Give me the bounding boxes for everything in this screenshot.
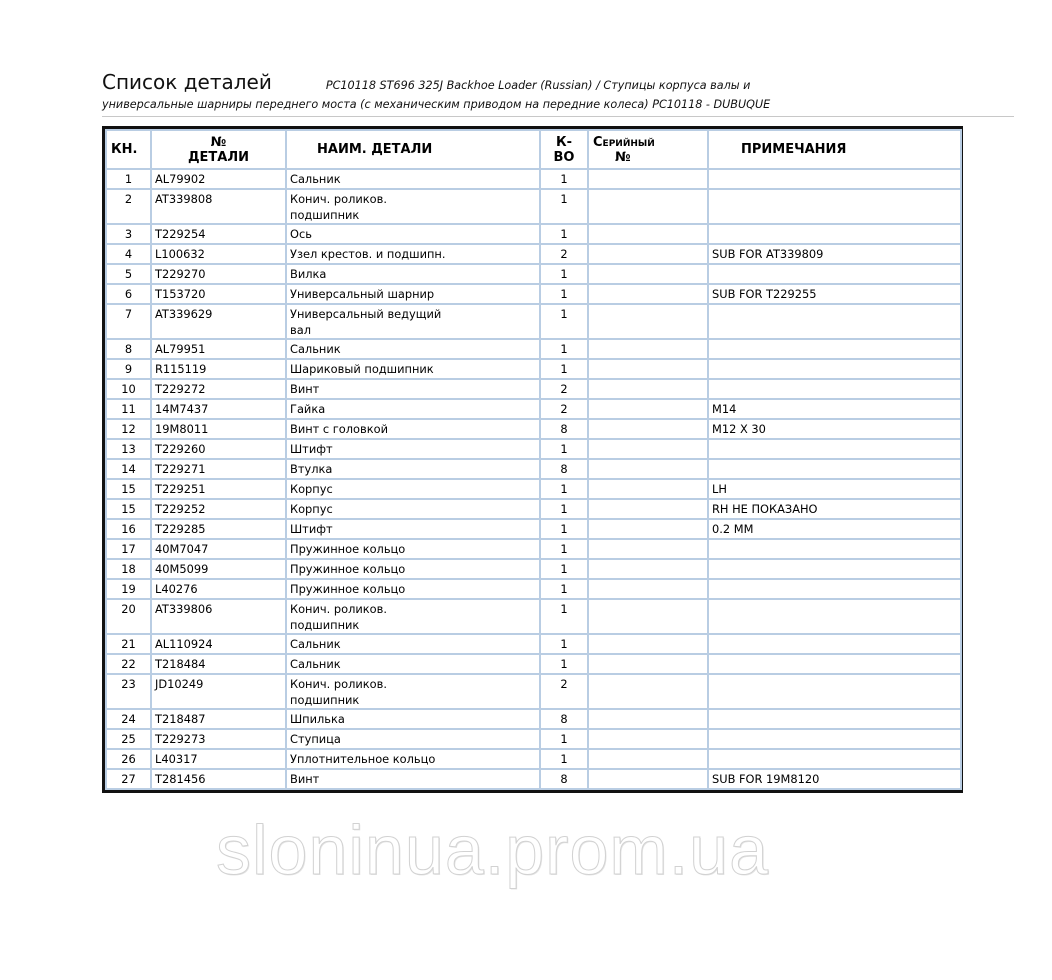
notes-cell: 0.2 MM — [708, 519, 961, 539]
page-subtitle-continued: универсальные шарниры переднего моста (с механическим приводом на передние колеса) PC10118 - DUBUQUE — [102, 98, 771, 111]
serial-cell — [588, 769, 708, 789]
qty-cell: 2 — [540, 674, 588, 709]
notes-cell: M14 — [708, 399, 961, 419]
watermark: sloninua.prom.ua — [216, 811, 769, 889]
part-number-cell: T229251 — [151, 479, 286, 499]
table-row — [106, 559, 961, 579]
header-divider — [102, 116, 1014, 117]
part-number-cell: AL79902 — [151, 169, 286, 189]
serial-cell — [588, 599, 708, 634]
col-header-ref: КН. — [106, 130, 151, 169]
table-row — [106, 189, 961, 224]
ref-cell: 17 — [106, 539, 151, 559]
serial-cell — [588, 264, 708, 284]
qty-cell: 1 — [540, 264, 588, 284]
serial-cell — [588, 749, 708, 769]
table-row — [106, 599, 961, 634]
ref-cell: 23 — [106, 674, 151, 709]
ref-cell: 8 — [106, 339, 151, 359]
notes-cell — [708, 189, 961, 224]
qty-cell: 1 — [540, 749, 588, 769]
col-header-serial: Серийный № — [588, 130, 708, 169]
part-number-cell: T229285 — [151, 519, 286, 539]
serial-cell — [588, 499, 708, 519]
notes-cell — [708, 559, 961, 579]
serial-cell — [588, 519, 708, 539]
table-row — [106, 539, 961, 559]
parts-table-container — [102, 126, 963, 793]
ref-cell: 26 — [106, 749, 151, 769]
part-name-cell: Вилка — [286, 264, 540, 284]
notes-cell — [708, 579, 961, 599]
table-header-row — [106, 130, 961, 169]
qty-cell: 1 — [540, 599, 588, 634]
part-number-cell: T229252 — [151, 499, 286, 519]
qty-cell: 1 — [540, 339, 588, 359]
part-name-cell: Пружинное кольцо — [286, 539, 540, 559]
notes-cell — [708, 539, 961, 559]
part-name-cell: Втулка — [286, 459, 540, 479]
ref-cell: 13 — [106, 439, 151, 459]
part-name-cell: Конич. роликов. подшипник — [286, 674, 540, 709]
qty-cell: 1 — [540, 579, 588, 599]
qty-cell: 8 — [540, 709, 588, 729]
table-row — [106, 634, 961, 654]
ref-cell: 2 — [106, 189, 151, 224]
qty-cell: 1 — [540, 539, 588, 559]
part-name-cell: Винт — [286, 769, 540, 789]
notes-cell: SUB FOR AT339809 — [708, 244, 961, 264]
ref-cell: 4 — [106, 244, 151, 264]
serial-cell — [588, 729, 708, 749]
part-name-cell: Винт с головкой — [286, 419, 540, 439]
part-name-cell: Шариковый подшипник — [286, 359, 540, 379]
part-number-cell: 19M8011 — [151, 419, 286, 439]
table-row — [106, 499, 961, 519]
part-name-cell: Универсальный ведущий вал — [286, 304, 540, 339]
table-row — [106, 244, 961, 264]
qty-cell: 1 — [540, 304, 588, 339]
serial-cell — [588, 539, 708, 559]
serial-cell — [588, 459, 708, 479]
part-number-cell: L100632 — [151, 244, 286, 264]
part-name-cell: Пружинное кольцо — [286, 579, 540, 599]
part-number-cell: 14M7437 — [151, 399, 286, 419]
part-number-cell: AT339808 — [151, 189, 286, 224]
qty-cell: 1 — [540, 479, 588, 499]
part-number-cell: T281456 — [151, 769, 286, 789]
parts-table — [105, 129, 962, 790]
qty-cell: 1 — [540, 169, 588, 189]
serial-cell — [588, 244, 708, 264]
ref-cell: 20 — [106, 599, 151, 634]
serial-cell — [588, 169, 708, 189]
table-row — [106, 479, 961, 499]
page-subtitle: PC10118 ST696 325J Backhoe Loader (Russian) / Ступицы корпуса валы и — [325, 79, 751, 92]
serial-cell — [588, 339, 708, 359]
part-number-cell: T218487 — [151, 709, 286, 729]
serial-cell — [588, 634, 708, 654]
ref-cell: 11 — [106, 399, 151, 419]
part-name-cell: Корпус — [286, 499, 540, 519]
serial-cell — [588, 559, 708, 579]
ref-cell: 14 — [106, 459, 151, 479]
table-row — [106, 709, 961, 729]
table-row — [106, 304, 961, 339]
ref-cell: 16 — [106, 519, 151, 539]
col-header-part-name: НАИМ. ДЕТАЛИ — [286, 130, 540, 169]
serial-cell — [588, 224, 708, 244]
serial-cell — [588, 674, 708, 709]
ref-cell: 15 — [106, 479, 151, 499]
part-number-cell: T229271 — [151, 459, 286, 479]
ref-cell: 1 — [106, 169, 151, 189]
notes-cell — [708, 169, 961, 189]
part-number-cell: T229254 — [151, 224, 286, 244]
part-name-cell: Штифт — [286, 439, 540, 459]
serial-cell — [588, 419, 708, 439]
notes-cell: SUB FOR T229255 — [708, 284, 961, 304]
table-row — [106, 729, 961, 749]
notes-cell — [708, 339, 961, 359]
part-number-cell: AT339806 — [151, 599, 286, 634]
part-name-cell: Шпилька — [286, 709, 540, 729]
qty-cell: 8 — [540, 419, 588, 439]
part-number-cell: 40M7047 — [151, 539, 286, 559]
notes-cell — [708, 379, 961, 399]
part-number-cell: T229260 — [151, 439, 286, 459]
notes-cell — [708, 599, 961, 634]
qty-cell: 1 — [540, 284, 588, 304]
part-name-cell: Винт — [286, 379, 540, 399]
serial-cell — [588, 399, 708, 419]
table-row — [106, 674, 961, 709]
ref-cell: 25 — [106, 729, 151, 749]
part-number-cell: T229270 — [151, 264, 286, 284]
part-name-cell: Конич. роликов. подшипник — [286, 599, 540, 634]
part-number-cell: AL110924 — [151, 634, 286, 654]
table-row — [106, 519, 961, 539]
table-row — [106, 749, 961, 769]
part-number-cell: AL79951 — [151, 339, 286, 359]
part-name-cell: Штифт — [286, 519, 540, 539]
table-row — [106, 579, 961, 599]
table-row — [106, 419, 961, 439]
part-number-cell: T229273 — [151, 729, 286, 749]
part-name-cell: Узел крестов. и подшипн. — [286, 244, 540, 264]
ref-cell: 3 — [106, 224, 151, 244]
part-name-cell: Пружинное кольцо — [286, 559, 540, 579]
table-row — [106, 359, 961, 379]
table-row — [106, 264, 961, 284]
notes-cell — [708, 264, 961, 284]
notes-cell — [708, 359, 961, 379]
notes-cell — [708, 439, 961, 459]
table-row — [106, 399, 961, 419]
part-name-cell: Гайка — [286, 399, 540, 419]
part-name-cell: Уплотнительное кольцо — [286, 749, 540, 769]
notes-cell: LH — [708, 479, 961, 499]
serial-cell — [588, 284, 708, 304]
notes-cell — [708, 224, 961, 244]
serial-cell — [588, 189, 708, 224]
table-row — [106, 769, 961, 789]
ref-cell: 15 — [106, 499, 151, 519]
part-name-cell: Сальник — [286, 634, 540, 654]
notes-cell — [708, 654, 961, 674]
qty-cell: 2 — [540, 379, 588, 399]
col-header-qty: К- ВО — [540, 130, 588, 169]
serial-cell — [588, 654, 708, 674]
col-header-part-number: № ДЕТАЛИ — [151, 130, 286, 169]
notes-cell — [708, 459, 961, 479]
ref-cell: 10 — [106, 379, 151, 399]
notes-cell — [708, 674, 961, 709]
ref-cell: 12 — [106, 419, 151, 439]
serial-cell — [588, 304, 708, 339]
notes-cell: RH НЕ ПОКАЗАНО — [708, 499, 961, 519]
page-title: Список деталей — [102, 70, 272, 94]
serial-cell — [588, 359, 708, 379]
part-name-cell: Ступица — [286, 729, 540, 749]
ref-cell: 7 — [106, 304, 151, 339]
serial-cell — [588, 439, 708, 459]
qty-cell: 1 — [540, 634, 588, 654]
serial-cell — [588, 709, 708, 729]
part-number-cell: L40317 — [151, 749, 286, 769]
table-row — [106, 339, 961, 359]
notes-cell — [708, 634, 961, 654]
table-row — [106, 284, 961, 304]
qty-cell: 1 — [540, 654, 588, 674]
ref-cell: 9 — [106, 359, 151, 379]
table-row — [106, 224, 961, 244]
ref-cell: 27 — [106, 769, 151, 789]
notes-cell: SUB FOR 19M8120 — [708, 769, 961, 789]
serial-cell — [588, 479, 708, 499]
notes-cell: M12 X 30 — [708, 419, 961, 439]
table-row — [106, 654, 961, 674]
part-name-cell: Ось — [286, 224, 540, 244]
table-row — [106, 169, 961, 189]
ref-cell: 18 — [106, 559, 151, 579]
part-number-cell: L40276 — [151, 579, 286, 599]
page-header — [102, 70, 1012, 112]
part-number-cell: R115119 — [151, 359, 286, 379]
part-number-cell: AT339629 — [151, 304, 286, 339]
qty-cell: 1 — [540, 519, 588, 539]
notes-cell — [708, 749, 961, 769]
qty-cell: 1 — [540, 729, 588, 749]
part-name-cell: Сальник — [286, 169, 540, 189]
table-row — [106, 439, 961, 459]
qty-cell: 1 — [540, 189, 588, 224]
ref-cell: 19 — [106, 579, 151, 599]
part-number-cell: T153720 — [151, 284, 286, 304]
qty-cell: 1 — [540, 499, 588, 519]
part-number-cell: 40M5099 — [151, 559, 286, 579]
qty-cell: 8 — [540, 769, 588, 789]
part-name-cell: Сальник — [286, 339, 540, 359]
ref-cell: 22 — [106, 654, 151, 674]
qty-cell: 2 — [540, 244, 588, 264]
notes-cell — [708, 304, 961, 339]
notes-cell — [708, 729, 961, 749]
part-number-cell: T229272 — [151, 379, 286, 399]
serial-cell — [588, 379, 708, 399]
part-name-cell: Сальник — [286, 654, 540, 674]
table-row — [106, 379, 961, 399]
ref-cell: 21 — [106, 634, 151, 654]
table-row — [106, 459, 961, 479]
part-number-cell: T218484 — [151, 654, 286, 674]
notes-cell — [708, 709, 961, 729]
serial-cell — [588, 579, 708, 599]
qty-cell: 1 — [540, 559, 588, 579]
qty-cell: 8 — [540, 459, 588, 479]
qty-cell: 1 — [540, 224, 588, 244]
qty-cell: 1 — [540, 439, 588, 459]
part-name-cell: Корпус — [286, 479, 540, 499]
ref-cell: 24 — [106, 709, 151, 729]
part-name-cell: Универсальный шарнир — [286, 284, 540, 304]
ref-cell: 6 — [106, 284, 151, 304]
qty-cell: 1 — [540, 359, 588, 379]
col-header-notes: ПРИМЕЧАНИЯ — [708, 130, 961, 169]
qty-cell: 2 — [540, 399, 588, 419]
ref-cell: 5 — [106, 264, 151, 284]
part-number-cell: JD10249 — [151, 674, 286, 709]
part-name-cell: Конич. роликов. подшипник — [286, 189, 540, 224]
